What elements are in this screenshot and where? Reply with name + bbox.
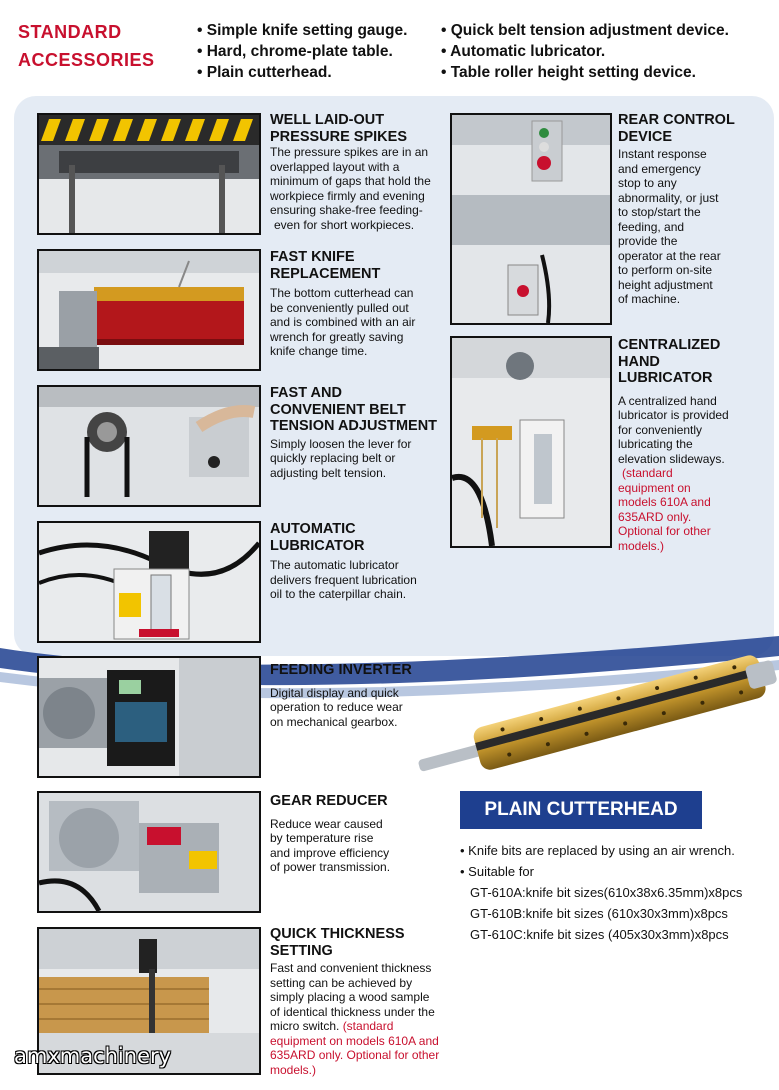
feature-title: QUICK THICKNESS SETTING xyxy=(270,926,405,959)
knife-replacement-photo xyxy=(37,249,261,371)
feature-description: Simply loosen the lever for quickly replacing belt or adjusting belt tension. xyxy=(270,436,412,480)
detail-bullet: • Suitable for xyxy=(460,864,534,879)
accessories-list-left xyxy=(197,20,407,83)
plain-cutterhead-illustration xyxy=(408,625,778,775)
pressure-spikes-photo xyxy=(37,113,261,235)
accessory-item: • Hard, chrome-plate table. xyxy=(197,43,393,60)
feature-automatic-lubricator xyxy=(270,521,445,602)
rear-control-photo xyxy=(450,113,612,325)
accessory-item: • Plain cutterhead. xyxy=(197,64,332,81)
feature-title: CENTRALIZED HAND LUBRICATOR xyxy=(618,337,721,386)
feature-rear-control xyxy=(618,112,768,307)
feature-description: The pressure spikes are in an overlapped layout with a minimum of gaps that hold the workpiece firmly and evening ensuring shake-free feeding- even for short workpieces. xyxy=(270,145,431,232)
feature-description: Reduce wear caused by temperature rise and improve efficiency of power transmission. xyxy=(270,816,391,874)
feature-title: REAR CONTROL DEVICE xyxy=(618,112,735,145)
feature-title: FEEDING INVERTER xyxy=(270,662,412,678)
watermark-text: amxmachinery xyxy=(14,1044,172,1068)
automatic-lubricator-photo xyxy=(37,521,261,643)
feeding-inverter-photo xyxy=(37,656,261,778)
feature-description: Digital display and quick operation to reduce wear on mechanical gearbox. xyxy=(270,685,403,729)
feature-thickness-setting xyxy=(270,926,450,1077)
feature-pressure-spikes xyxy=(270,112,445,232)
accessory-item: • Quick belt tension adjustment device. xyxy=(441,22,729,39)
accessory-item: • Simple knife setting gauge. xyxy=(197,22,408,39)
feature-belt-tension xyxy=(270,385,450,480)
feature-description: Instant response and emergency stop to any abnormality, or just to stop/start the feeding, and provide the operator at the rear to perform on-site height adjustment of machine. xyxy=(618,147,721,306)
belt-tension-photo xyxy=(37,385,261,507)
standard-accessories-label xyxy=(18,20,155,72)
accessory-item: • Automatic lubricator. xyxy=(441,43,606,60)
gear-reducer-photo xyxy=(37,791,261,913)
label-line-2: ACCESSORIES xyxy=(18,50,155,70)
feature-title: GEAR REDUCER xyxy=(270,793,388,809)
feature-title: FAST KNIFE REPLACEMENT xyxy=(270,249,381,282)
feature-description: A centralized hand lubricator is provided for conveniently lubricating the elevation slideways. (standard equipment on models 610A and 635ARD only. Optional for other models.) xyxy=(618,393,729,553)
accessory-item: • Table roller height setting device. xyxy=(441,64,696,81)
feature-title: WELL LAID-OUT PRESSURE SPIKES xyxy=(270,112,407,145)
feature-description: Fast and convenient thickness setting can be achieved by simply placing a wood sample of identical thickness under the micro switch. (standard equipment on models 610A and 635ARD only. Optional for other models.) xyxy=(270,961,440,1077)
feature-description: The bottom cutterhead can be conveniently pulled out and is combined with an air wrench for greatly saving knife change time. xyxy=(270,286,416,358)
feature-knife-replacement xyxy=(270,249,445,359)
spec-line: GT-610B:knife bit sizes (610x30x3mm)x8pcs xyxy=(470,906,728,921)
spec-line: GT-610A:knife bit sizes(610x38x6.35mm)x8pcs xyxy=(470,885,743,900)
label-line-1: STANDARD xyxy=(18,22,122,42)
accessories-list-right xyxy=(441,20,729,83)
feature-centralized-lubricator xyxy=(618,337,773,553)
feature-title: FAST AND CONVENIENT BELT TENSION ADJUSTMENT xyxy=(270,385,438,434)
feature-title: AUTOMATIC LUBRICATOR xyxy=(270,521,365,554)
plain-cutterhead-details xyxy=(460,840,770,945)
plain-cutterhead-title: PLAIN CUTTERHEAD xyxy=(460,791,702,829)
spec-line: GT-610C:knife bit sizes (405x30x3mm)x8pcs xyxy=(470,927,729,942)
feature-description: The automatic lubricator delivers frequent lubrication oil to the caterpillar chain. xyxy=(270,558,417,601)
detail-bullet: • Knife bits are replaced by using an air wrench. xyxy=(460,843,735,858)
feature-gear-reducer xyxy=(270,793,445,875)
centralized-lubricator-photo xyxy=(450,336,612,548)
